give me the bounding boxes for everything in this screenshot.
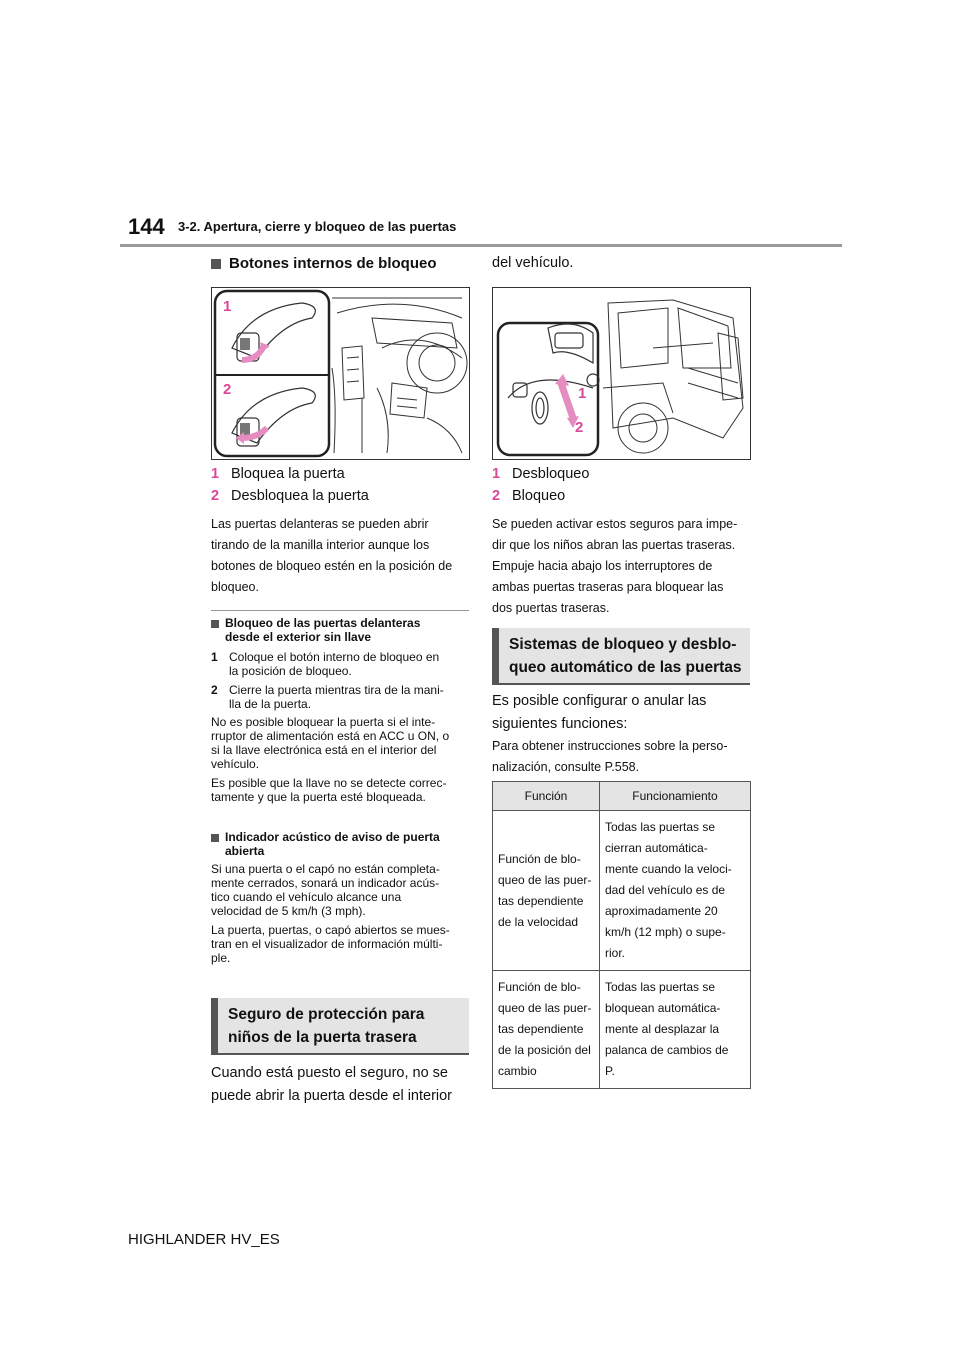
list-item: 2 Bloqueo: [492, 488, 566, 504]
table-cell: Función de blo- queo de las puer- tas dependiente de la velocidad: [493, 811, 600, 971]
table-cell: Todas las puertas se bloquean automática- mente al desplazar la palanca de cambios de P.: [600, 971, 751, 1089]
note: No es posible bloquear la puerta si el inte- rruptor de alimentación está en ACC u ON, o si la llave electrónica está en el interior del vehículo.: [211, 715, 450, 771]
figure-lock-buttons: [211, 287, 470, 460]
table-cell: Función de blo- queo de las puer- tas dependiente de la posición del cambio: [493, 971, 600, 1089]
square-bullet-icon: [211, 834, 219, 842]
note: Es posible que la llave no se detecte correc- tamente y que la puerta esté bloqueada.: [211, 776, 447, 804]
rear-door-illustration: [493, 288, 750, 459]
header-rule: [120, 244, 842, 247]
figure-label-1: 1: [578, 385, 587, 402]
figure-label-2: 2: [223, 381, 232, 398]
left-items: [211, 466, 471, 504]
chapter-title: 3-2. Apertura, cierre y bloqueo de las puertas: [178, 219, 457, 234]
list-item: 1 Bloquea la puerta: [211, 466, 345, 482]
right-items: [492, 466, 752, 504]
table-row: [493, 811, 751, 971]
left-paragraph: Las puertas delanteras se pueden abrir tirando de la manilla interior aunque los botones de bloqueo estén en la posición de bloqueo.: [211, 517, 453, 594]
subsection-lock-exterior: Bloqueo de las puertas delanteras desde el exterior sin llave 1 Coloque el botón interno de bloqueo en la posición de bloqueo. 2 Cierre la puerta mientras tira de la mani- lla de la puerta. No es posible bloquear la puerta si el inte- rruptor de alimentación está en ACC u ON, o si la llave electrónica está en el interior del vehículo. Es posible que la llave no se detecte correc- tamente y que la puerta esté bloqueada.: [211, 616, 471, 804]
table-row: [493, 971, 751, 1089]
child-lock-body: Cuando está puesto el seguro, no se puede abrir la puerta desde el interior: [211, 1065, 453, 1104]
section-auto-lock: Sistemas de bloqueo y desblo- queo automático de las puertas: [492, 628, 750, 685]
table-header: Función: [493, 782, 600, 811]
footer-model: HIGHLANDER HV_ES: [128, 1231, 280, 1248]
table-cell: Todas las puertas se cierran automática- mente cuando la veloci- dad del vehículo es de aproximadamente 20 km/h (12 mph) o supe- rior.: [600, 811, 751, 971]
table-header: Funcionamiento: [600, 782, 751, 811]
section-child-lock: Seguro de protección para niños de la puerta trasera: [211, 998, 469, 1055]
list-item: 2 Desbloquea la puerta: [211, 488, 369, 504]
door-lock-illustration: [212, 288, 469, 459]
section-heading-lock-buttons: Botones internos de bloqueo: [211, 255, 437, 272]
divider: [211, 610, 469, 611]
square-bullet-icon: [211, 259, 221, 269]
page-number: 144: [128, 214, 165, 239]
square-bullet-icon: [211, 620, 219, 628]
table-header-row: [493, 782, 751, 811]
right-paragraph: Se pueden activar estos seguros para impe- dir que los niños abran las puertas traseras. Empuje hacia abajo los interruptores de ambas puertas traseras para bloquear las dos puertas traseras.: [492, 517, 738, 615]
functions-table: [492, 781, 751, 1089]
step-item: 2 Cierre la puerta mientras tira de la mani- lla de la puerta.: [211, 683, 444, 711]
figure-label-2: 2: [575, 419, 584, 436]
note: La puerta, puertas, o capó abiertos se mues- tran en el visualizador de información múlti- ple.: [211, 923, 450, 965]
auto-lock-intro: Es posible configurar o anular las siguientes funciones:: [492, 693, 707, 732]
subsection-door-warning: Indicador acústico de aviso de puerta abierta Si una puerta o el capó no están completa- mente cerrados, sonará un indicador acús- tico cuando el vehículo alcance una velocidad de 5 km/h (3 mph). La puerta, puertas, o capó abiertos se mues- tran en el visualizador de información múlti- ple.: [211, 830, 471, 965]
step-item: 1 Coloque el botón interno de bloqueo en la posición de bloqueo.: [211, 650, 440, 678]
list-item: 1 Desbloqueo: [492, 466, 590, 482]
figure-label-1: 1: [223, 298, 232, 315]
note: Si una puerta o el capó no están completa- mente cerrados, sonará un indicador acús- tico cuando el vehículo alcance una velocidad de 5 km/h (3 mph).: [211, 862, 440, 918]
figure-child-lock: [492, 287, 751, 460]
continued-text: del vehículo.: [492, 255, 574, 271]
auto-lock-note: Para obtener instrucciones sobre la perso- nalización, consulte P.558.: [492, 739, 728, 774]
